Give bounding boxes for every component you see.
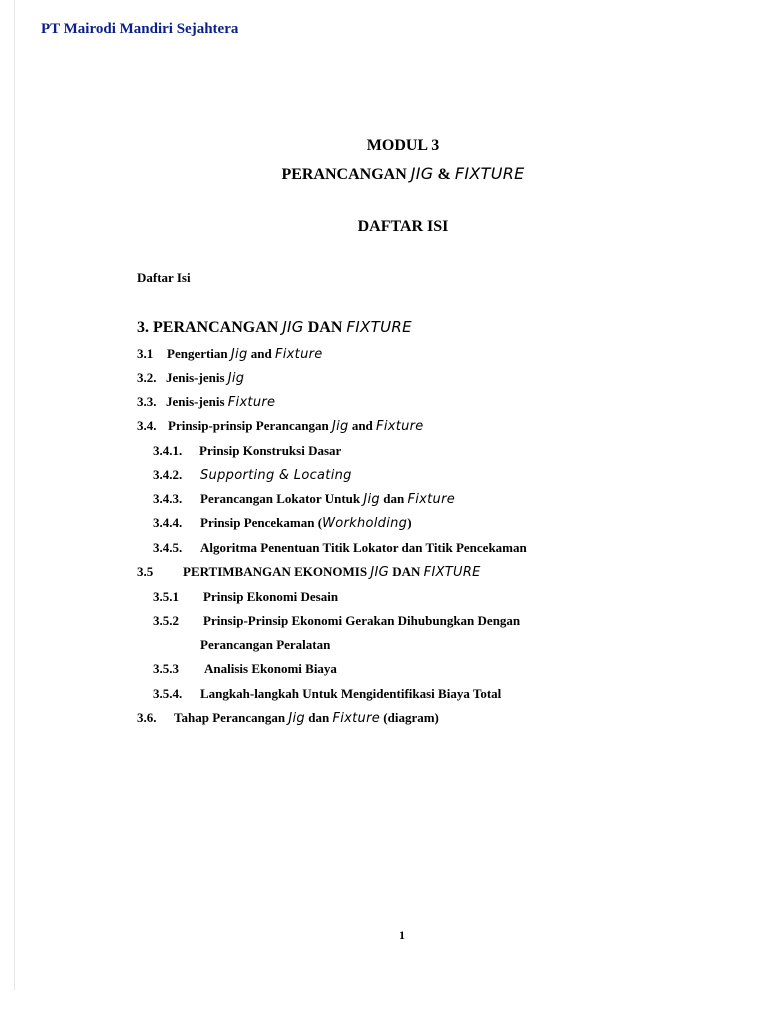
toc-item-number: 3.4.1. — [153, 443, 183, 458]
toc-item[interactable] — [137, 370, 244, 386]
toc-item-number: 3.2. — [137, 370, 157, 385]
toc-chapter-heading[interactable] — [137, 318, 412, 337]
toc-item[interactable] — [153, 467, 352, 483]
subtitle-ampersand: & — [433, 166, 455, 183]
toc-item[interactable] — [137, 564, 481, 580]
toc-item-text: Tahap Perancangan — [174, 710, 289, 725]
toc-item-number: 3.4.3. — [153, 491, 183, 506]
page-number: 1 — [399, 928, 405, 942]
toc-item-text: Prinsip-prinsip Perancangan — [168, 418, 332, 433]
toc-item-text: PERTIMBANGAN EKONOMIS — [183, 564, 371, 579]
chapter-title-jig: JIG — [282, 318, 304, 336]
toc-item-number: 3.4.5. — [153, 540, 183, 555]
toc-item-number: 3.6. — [137, 710, 157, 725]
toc-item[interactable] — [153, 589, 338, 605]
subtitle-jig: JIG — [410, 164, 434, 183]
toc-item-number: 3.5.2 — [153, 613, 179, 628]
toc-item-italic-term: Jig — [227, 371, 245, 386]
chapter-title-a: PERANCANGAN — [149, 319, 283, 336]
toc-item-italic-term: FIXTURE — [423, 565, 481, 580]
toc-item-italic-term: Fixture — [332, 711, 381, 726]
toc-item[interactable] — [153, 661, 337, 677]
toc-item-text: dan — [305, 710, 333, 725]
toc-item-text: Pengertian — [167, 346, 231, 361]
toc-item-italic-term: Fixture — [274, 347, 323, 362]
toc-item[interactable] — [153, 613, 520, 629]
toc-item-number: 3.5.1 — [153, 589, 179, 604]
toc-item-text: Perancangan Lokator Untuk — [200, 491, 364, 506]
toc-item-text: Prinsip Pencekaman ( — [200, 515, 323, 530]
toc-item-text: dan — [379, 491, 408, 506]
module-subtitle — [0, 164, 768, 184]
toc-item-text: Perancangan Peralatan — [200, 637, 331, 652]
toc-item-text: (diagram) — [380, 710, 439, 725]
toc-item-text: Algoritma Penentuan Titik Lokator dan Titik Pencekaman — [200, 540, 527, 555]
toc-item-italic-term: Fixture — [376, 419, 424, 434]
toc-item-text: Jenis-jenis — [166, 370, 228, 385]
toc-item-italic-term: Workholding — [322, 516, 408, 531]
toc-item-text: and — [247, 346, 275, 361]
toc-item-text: Prinsip-Prinsip Ekonomi Gerakan Dihubungkan Dengan — [203, 613, 521, 628]
company-name: PT Mairodi Mandiri Sejahtera — [41, 21, 239, 37]
toc-item-italic-term: Jig — [331, 419, 349, 434]
toc-item[interactable] — [153, 443, 341, 459]
chapter-number: 3. — [137, 319, 149, 336]
toc-item[interactable] — [137, 418, 424, 434]
toc-label: Daftar Isi — [137, 270, 191, 285]
toc-item-text: Analisis Ekonomi Biaya — [204, 661, 337, 676]
toc-item[interactable] — [137, 346, 323, 362]
toc-item-number: 3.4. — [137, 418, 157, 433]
toc-item-number: 3.5.3 — [153, 661, 179, 676]
subtitle-text: PERANCANGAN — [281, 166, 411, 183]
toc-item-text: and — [348, 418, 377, 433]
toc-item-italic-term: Supporting & Locating — [200, 468, 352, 483]
toc-item-text: Prinsip Konstruksi Dasar — [199, 443, 342, 458]
toc-item-text: Prinsip Ekonomi Desain — [203, 589, 339, 604]
toc-item-italic-term: Fixture — [227, 395, 276, 410]
subtitle-fixture: FIXTURE — [454, 164, 525, 183]
module-title: MODUL 3 — [366, 137, 440, 154]
toc-item-italic-term: Fixture — [407, 492, 456, 507]
toc-item[interactable] — [153, 540, 527, 556]
chapter-title-b: DAN — [303, 319, 347, 336]
toc-item-text: Langkah-langkah Untuk Mengidentifikasi Biaya Total — [200, 686, 502, 701]
daftar-isi-heading: DAFTAR ISI — [357, 218, 449, 235]
toc-item[interactable] — [137, 394, 275, 410]
toc-item-italic-term: Jig — [363, 492, 380, 507]
toc-item[interactable] — [200, 637, 330, 653]
toc-item-number: 3.5.4. — [153, 686, 183, 701]
toc-item-number: 3.4.2. — [153, 467, 183, 482]
toc-item-text: Jenis-jenis — [166, 394, 228, 409]
toc-item-text: DAN — [389, 564, 424, 579]
toc-item-number: 3.1 — [137, 346, 154, 361]
chapter-title-fixture: FIXTURE — [346, 318, 412, 336]
toc-item[interactable] — [153, 491, 455, 507]
toc-item-number: 3.4.4. — [153, 515, 183, 530]
toc-item-italic-term: JIG — [370, 565, 389, 580]
toc-item[interactable] — [153, 515, 412, 531]
toc-item-number: 3.3. — [137, 394, 157, 409]
toc-item-italic-term: Jig — [288, 711, 305, 726]
toc-item-number: 3.5 — [137, 564, 154, 579]
toc-item-text: ) — [407, 515, 412, 530]
toc-item[interactable] — [153, 686, 501, 702]
toc-item-italic-term: Jig — [230, 347, 248, 362]
toc-item[interactable] — [137, 710, 439, 726]
